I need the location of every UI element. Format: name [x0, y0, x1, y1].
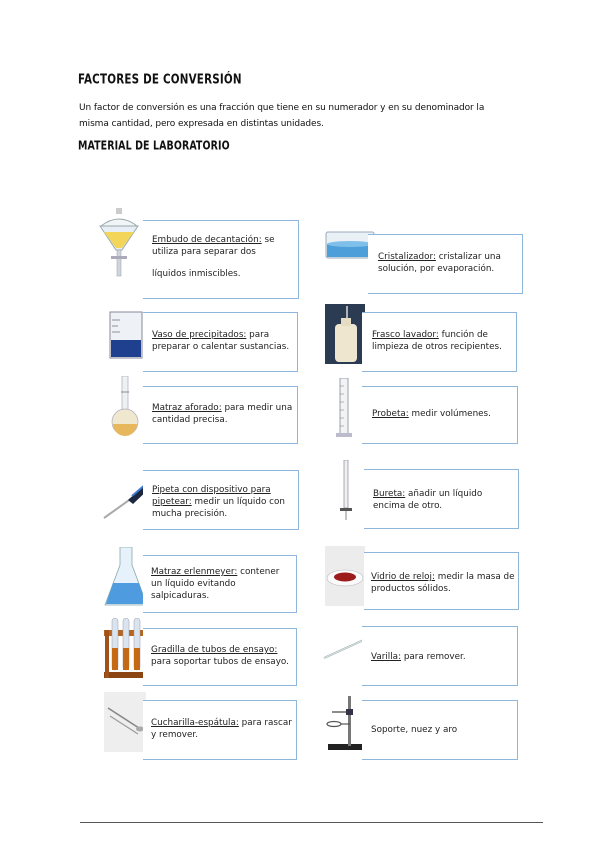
item-desc: para remover.	[401, 652, 466, 662]
spatula-icon	[104, 692, 146, 752]
card-soporte	[362, 700, 518, 760]
footer-rule	[80, 822, 543, 823]
card-pipeta	[143, 470, 299, 530]
item-desc: para medir una cantidad precisa.	[152, 403, 293, 425]
item-name: Pipeta con dispositivo para pipetear:	[152, 485, 271, 507]
item-desc: se utiliza para separar dos	[152, 235, 275, 257]
card-varilla	[362, 626, 518, 686]
item-desc: Soporte, nuez y aro	[371, 725, 458, 735]
card-erlenmeyer	[143, 555, 297, 613]
item-name: Probeta:	[372, 409, 409, 419]
burette-icon	[338, 460, 354, 522]
volumetric-flask-icon	[110, 376, 140, 438]
test-tube-rack-icon	[104, 618, 148, 680]
item-desc: para rascar y remover.	[151, 718, 292, 740]
card-vaso	[143, 312, 298, 372]
card-vidrio	[364, 552, 519, 610]
item-name: Vidrio de reloj:	[371, 572, 435, 582]
item-desc: cristalizar una solución, por evaporación.	[378, 252, 501, 274]
item-name: Gradilla de tubos de ensayo:	[151, 645, 278, 655]
item-name: Varilla:	[371, 652, 402, 662]
item-desc: función de limpieza de otros recipientes.	[372, 330, 502, 352]
section-title: MATERIAL DE LABORATORIO	[78, 139, 230, 153]
item-desc: medir la masa de productos sólidos.	[371, 572, 515, 594]
item-name: Matraz erlenmeyer:	[151, 567, 238, 577]
item-name: Vaso de precipitados:	[152, 330, 247, 340]
page-title: FACTORES DE CONVERSIÓN	[78, 70, 242, 88]
item-name: Cucharilla-espátula:	[151, 718, 239, 728]
item-desc: medir volúmenes.	[408, 409, 491, 419]
beaker-icon	[106, 310, 146, 360]
item-name: Cristalizador:	[378, 252, 436, 262]
item-desc: medir un líquido con mucha precisión.	[152, 497, 285, 519]
item-desc: para preparar o calentar sustancias.	[152, 330, 290, 352]
item-desc: añadir un líquido encima de otro.	[373, 489, 483, 511]
item-desc-line2: líquidos inmiscibles.	[152, 269, 241, 279]
card-cristalizador	[368, 234, 523, 294]
item-desc: para soportar tubos de ensayo.	[151, 657, 289, 667]
card-matraz-aforado	[143, 386, 298, 444]
card-probeta	[362, 386, 518, 444]
card-bureta	[364, 469, 519, 529]
item-name: Frasco lavador:	[372, 330, 439, 340]
item-name: Embudo de decantación:	[152, 235, 262, 245]
graduated-cylinder-icon	[334, 378, 354, 440]
card-cucharilla	[143, 700, 297, 760]
item-desc: contener un líquido evitando salpicaduras.	[151, 567, 280, 601]
card-embudo	[143, 220, 299, 299]
erlenmeyer-flask-icon	[104, 547, 148, 607]
intro-paragraph: Un factor de conversión es una fracción que tiene en su numerador y en su denominador la misma cantidad, pero expresada en distintas unidades.	[79, 103, 485, 129]
separatory-funnel-icon	[96, 208, 142, 278]
card-frasco	[362, 312, 517, 372]
card-gradilla	[143, 628, 297, 686]
item-name: Bureta:	[373, 489, 406, 499]
watch-glass-icon	[325, 546, 365, 606]
wash-bottle-icon	[325, 304, 365, 364]
item-name: Matraz aforado:	[152, 403, 222, 413]
